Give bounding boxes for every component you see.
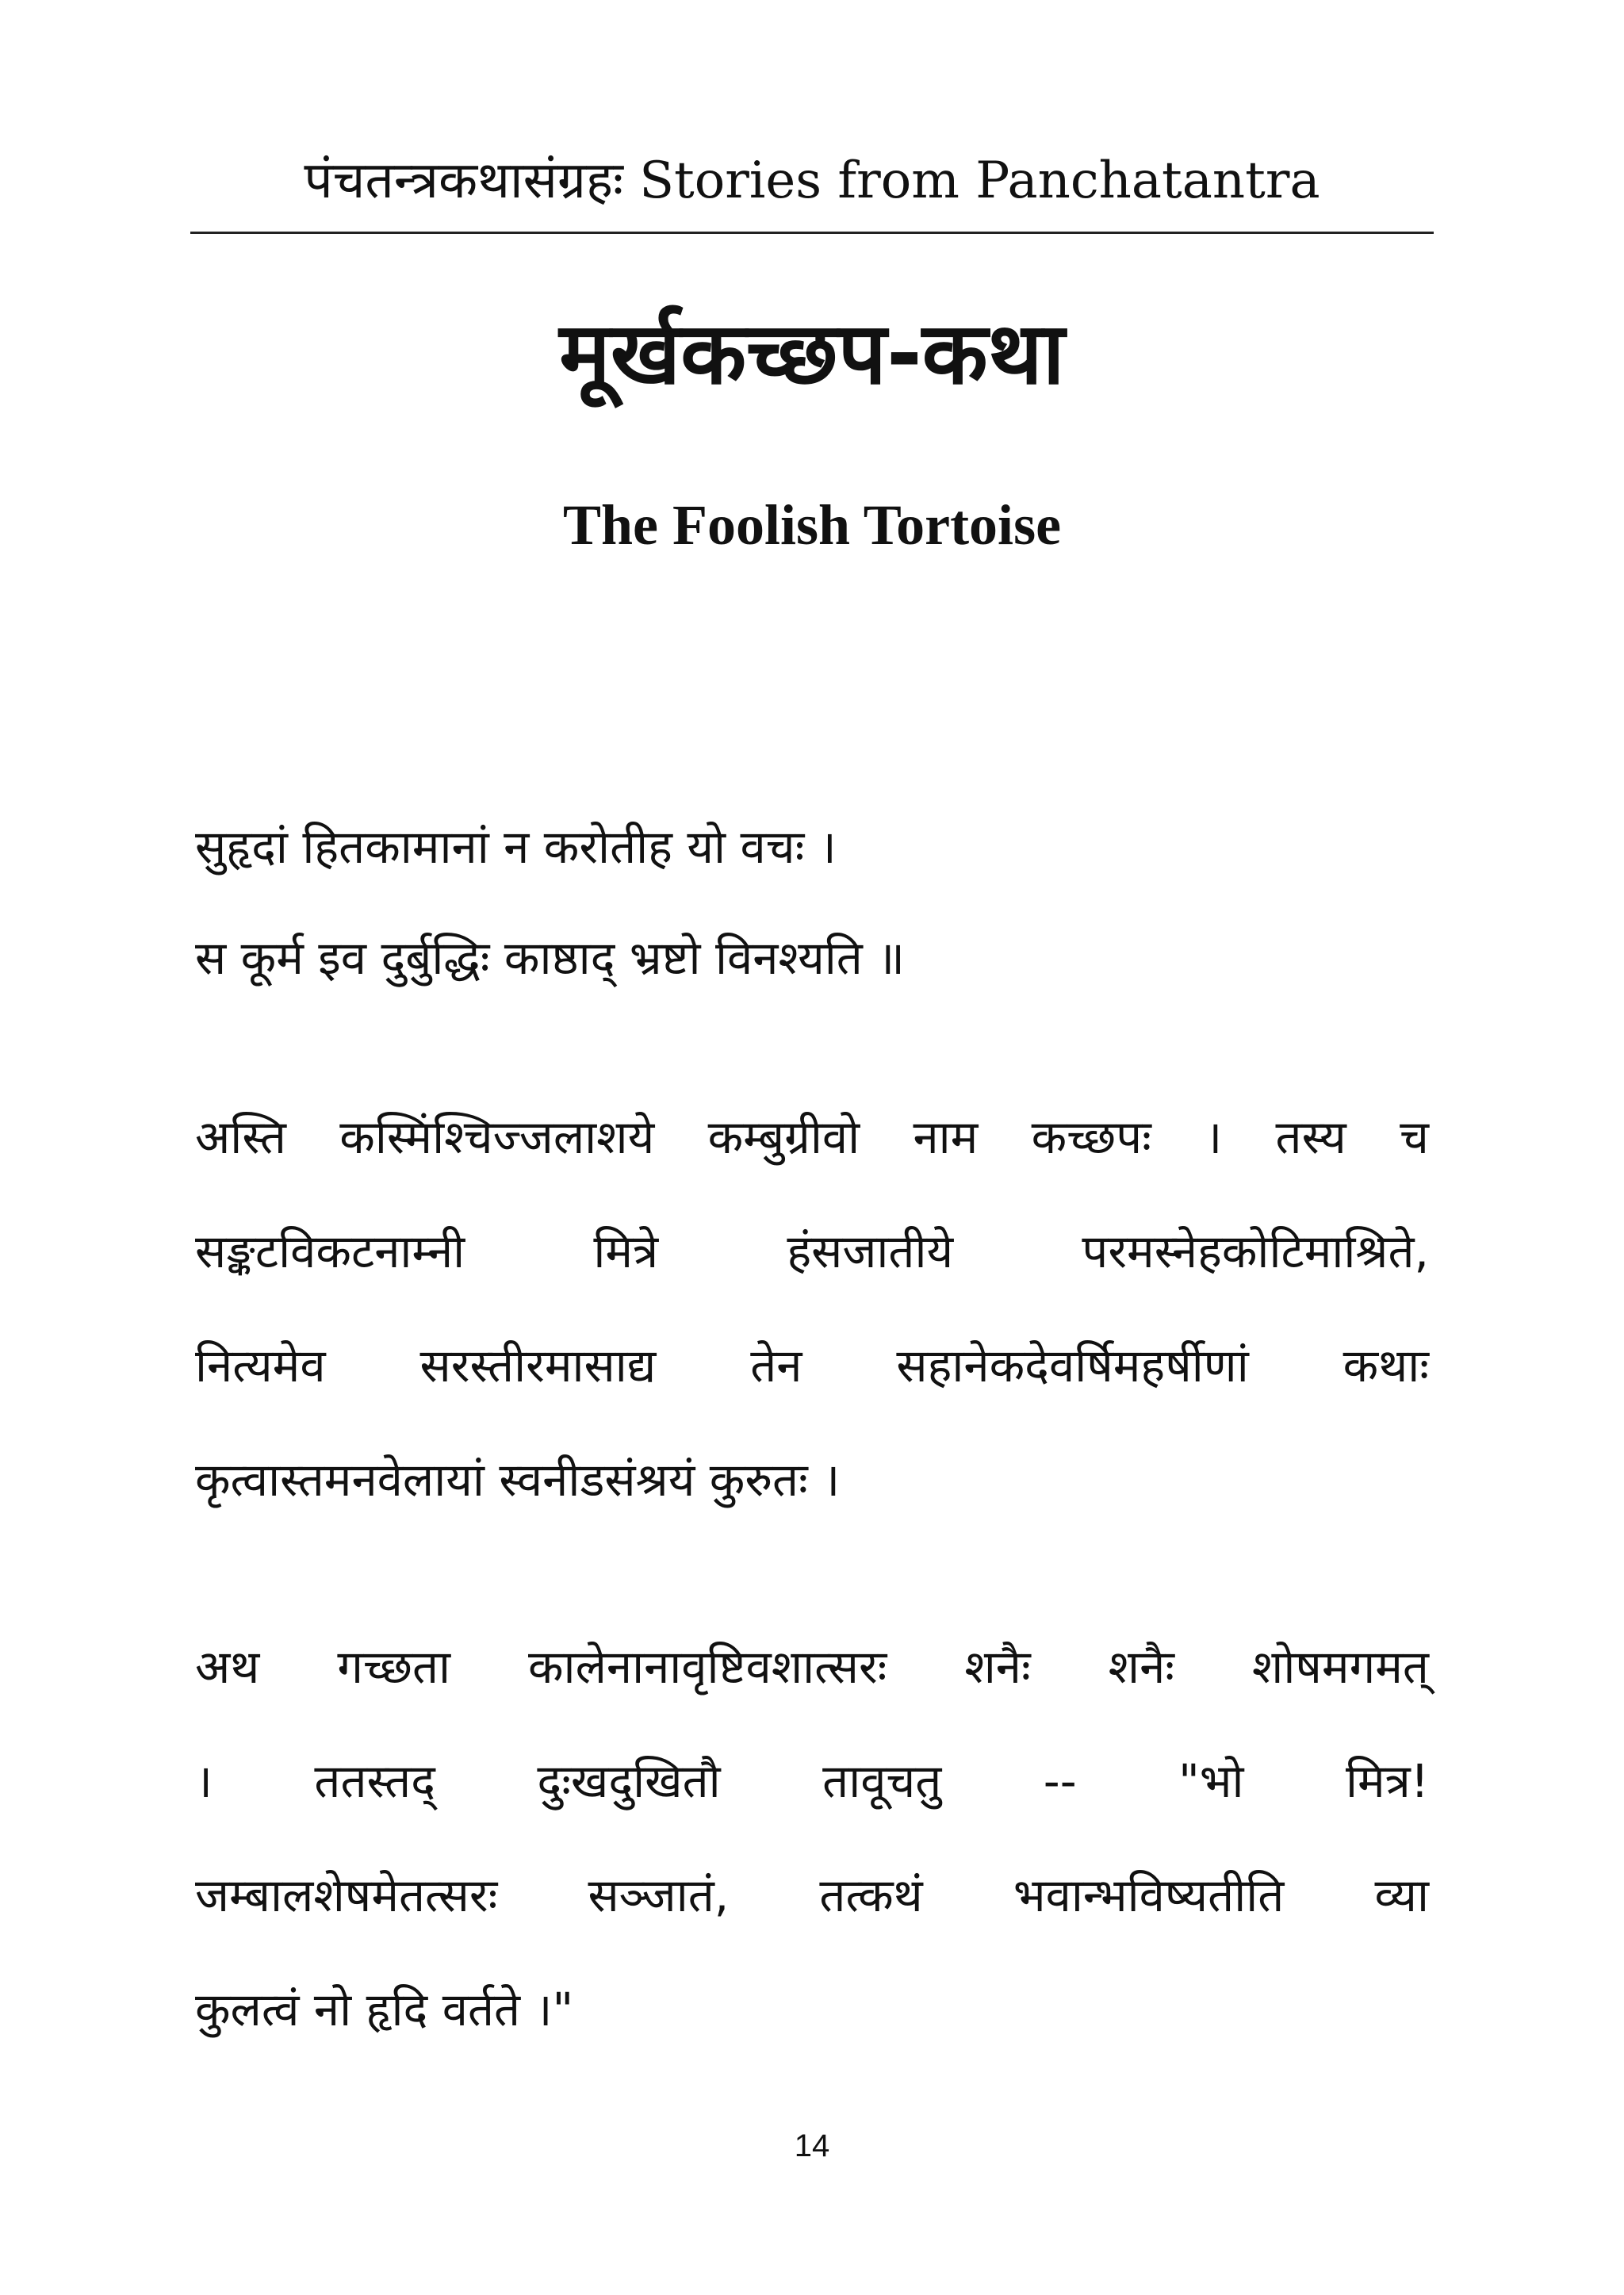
running-header: पंचतन्त्रकथासंग्रहः Stories from Panchatantra: [304, 151, 1320, 210]
paragraph-line: कृत्वास्तमनवेलायां स्वनीडसंश्रयं कुरुतः ।: [195, 1453, 841, 1507]
story-subtitle: The Foolish Tortoise: [562, 493, 1062, 557]
paragraph-line: सङ्कटविकटनाम्नी मित्रे हंसजातीये परमस्नेहकोटिमाश्रिते,: [195, 1224, 1429, 1278]
verse-line: सुहृदां हितकामानां न करोतीह यो वचः ।: [195, 820, 837, 874]
paragraph-line: । ततस्तद् दुःखदुखितौ तावूचतु -- "भो मित्र!: [195, 1754, 1429, 1808]
header-divider: [190, 232, 1434, 234]
page-number: 14: [794, 2128, 830, 2163]
paragraph-line: जम्बालशेषमेतत्सरः सञ्जातं, तत्कथं भवान्भविष्यतीति व्या: [195, 1868, 1429, 1922]
paragraph-line: अथ गच्छता कालेनानावृष्टिवशात्सरः शनैः शनैः शोषमगमत्: [195, 1640, 1429, 1694]
paragraph-line: कुलत्वं नो हृदि वर्तते ।": [195, 1983, 574, 2036]
verse-line: स कूर्म इव दुर्बुद्धिः काष्ठाद् भ्रष्टो विनश्यति ॥: [195, 931, 906, 985]
paragraph-line: नित्यमेव सरस्तीरमासाद्य तेन सहानेकदेवर्षिमहर्षीणां कथाः: [195, 1339, 1429, 1393]
paragraph-line: अस्ति कस्मिंश्चिज्जलाशये कम्बुग्रीवो नाम कच्छपः । तस्य च: [195, 1110, 1429, 1164]
story-title: मूर्खकच्छप-कथा: [559, 305, 1065, 404]
